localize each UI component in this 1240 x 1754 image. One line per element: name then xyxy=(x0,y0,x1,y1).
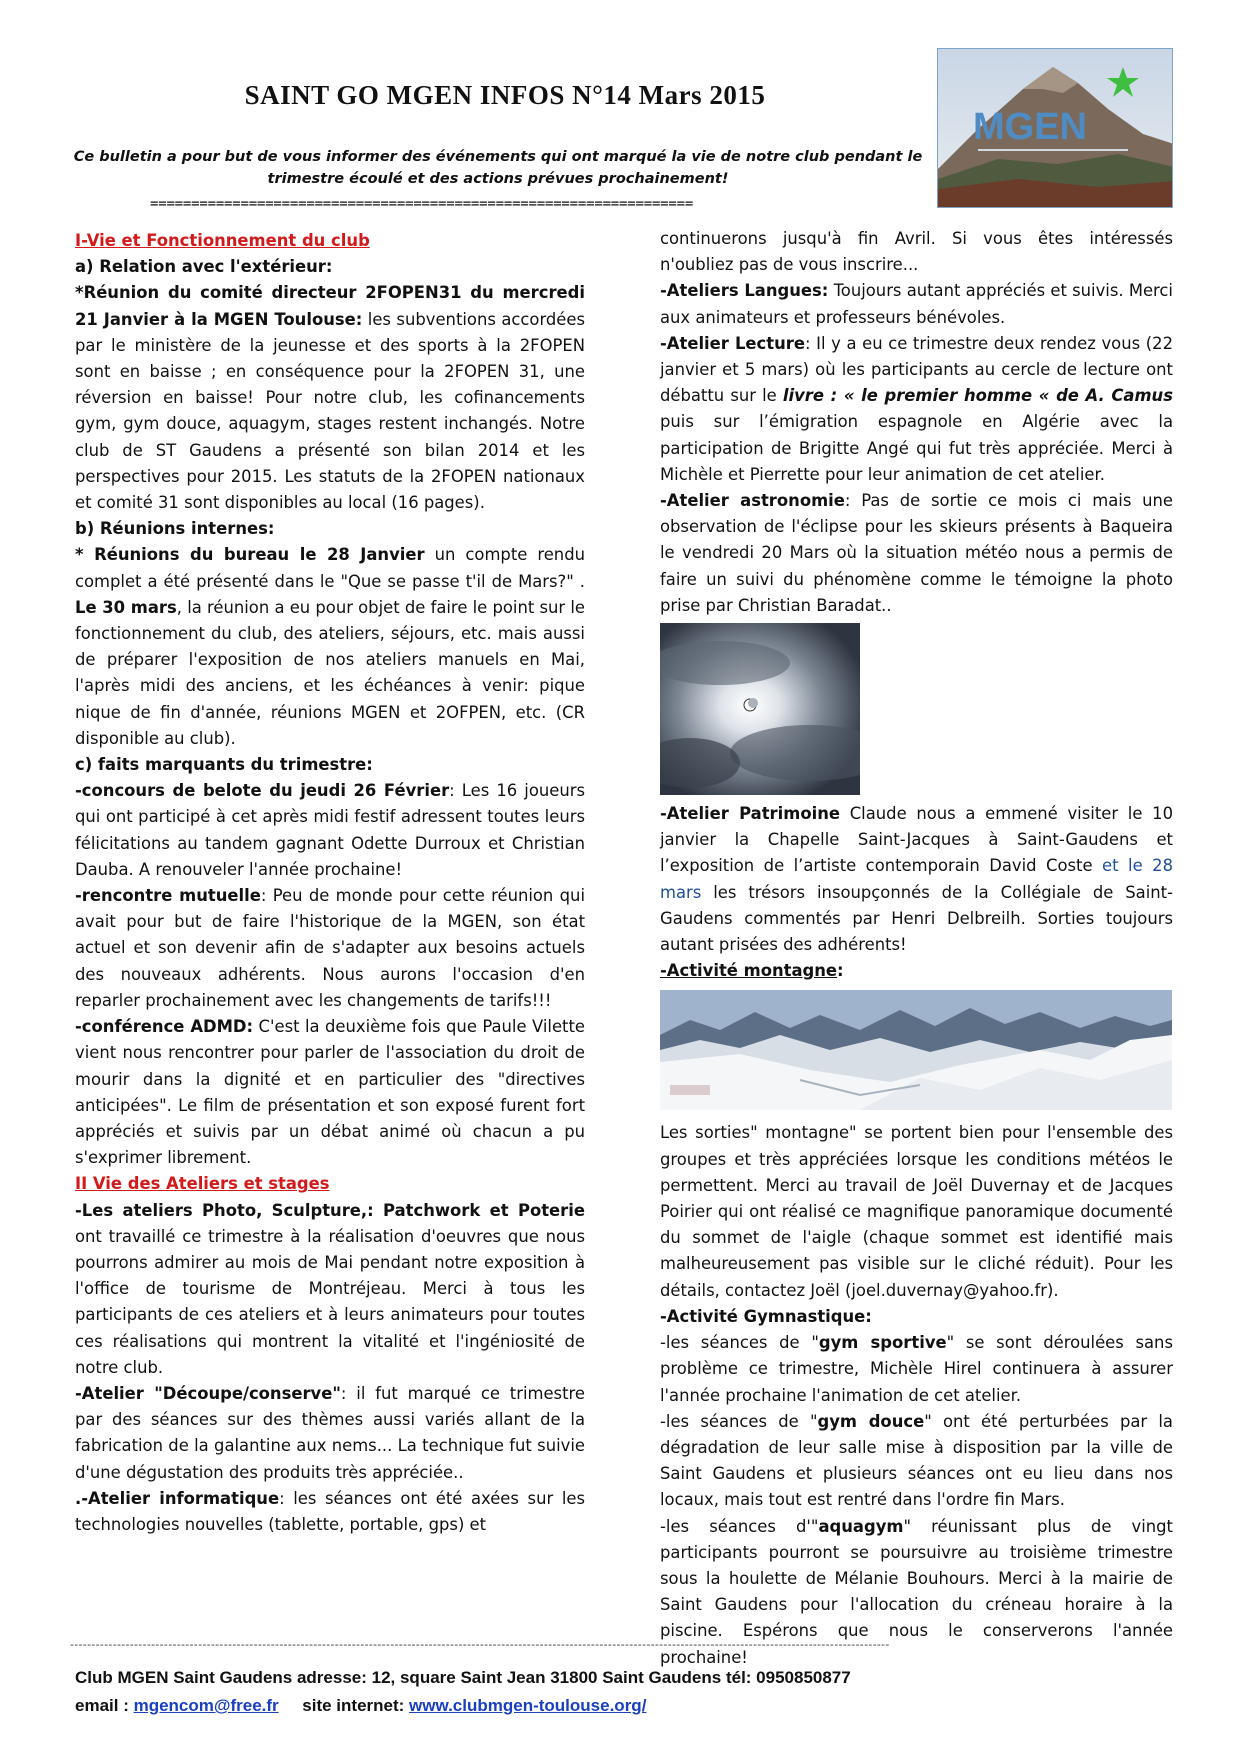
paragraph-decoupe: -Atelier "Découpe/conserve": il fut marqué ce trimestre par des séances sur des thèmes aussi variés allant de la fabrication de la galantine aux nems... La technique fut suivie d'une dégustation des produits très appréciée.. xyxy=(75,1383,585,1482)
paragraph-bureau: * Réunions du bureau le 28 Janvier un compte rendu complet a été présenté dans le "Que se passe t'il de Mars?" . Le 30 mars, la réunion a eu pour objet de faire le point sur le fonctionnement du club, des ateliers, séjours, etc. mais aussi de préparer l'exposition de nos ateliers manuels en Mai, l'après midi des anciens, et les échéances à venir: pique nique de fin d'année, réunions MGEN et 2OFPEN, etc. (CR disponible au club). xyxy=(75,545,585,748)
intro-text xyxy=(68,146,928,190)
paragraph-gym-douce: -les séances de "gym douce" ont été perturbées par la dégradation de leur salle mise à disposition par la ville de Saint Gaudens et plusieurs séances ont eu lieu dans nos locaux, mais tout est rentré dans l'ordre fin Mars. xyxy=(660,1411,1173,1510)
paragraph-montagne: Les sorties" montagne" se portent bien pour l'ensemble des groupes et très appréciées lorsque les conditions météos le permettent. Merci au travail de Joël Duvernay et de Jacques Poirier qui ont réalisé ce magnifique panoramique documenté du sommet de l'aigle (chaque sommet est identifié mais malheureusement pas visible sur le cliché réduit). Pour les détails, contactez Joël (joel.duvernay@yahoo.fr). xyxy=(660,1123,1173,1300)
footer-separator: ------------------------------------------------------------------------------------------------------------------------------------------------------------------------------------------------ xyxy=(70,1638,890,1651)
paragraph-ateliers-photo: -Les ateliers Photo, Sculpture,: Patchwork et Poterie ont travaillé ce trimestre à la réalisation d'oeuvres que nous pourrons admirer au mois de Mai pendant notre exposition à l'office de tourisme de Montréjeau. Merci à tous les participants de ces ateliers et à leurs animateurs pour toutes ces réalisations qui montrent la vitalité et l'ingéniosité de notre club. xyxy=(75,1200,585,1377)
footer-address: Club MGEN Saint Gaudens adresse: 12, square Saint Jean 31800 Saint Gaudens tél: 0950850877 xyxy=(75,1668,851,1687)
heading-montagne: -Activité montagne: xyxy=(660,961,844,981)
paragraph-lecture: -Atelier Lecture: Il y a eu ce trimestre deux rendez vous (22 janvier et 5 mars) où les participants au cercle de lecture ont débattu sur le livre : « le premier homme « de A. Camus puis sur l’émigration espagnole en Algérie avec la participation de Brigitte Angé qui fut très appréciée. Merci à Michèle et Pierrette pour leur animation de cet atelier. xyxy=(660,333,1174,484)
footer-contact-line xyxy=(75,1692,851,1720)
intro-line-2: trimestre écoulé et des actions prévues prochainement! xyxy=(267,171,729,187)
mountain-panorama-photo xyxy=(660,990,1172,1110)
paragraph-belote: -concours de belote du jeudi 26 Février: Les 16 joueurs qui ont participé à cet après midi festif adressent toutes leurs félicitations au tandem gagnant Odette Durroux et Christian Dauba. A renouveler l'année prochaine! xyxy=(75,781,585,879)
paragraph-comite: *Réunion du comité directeur 2FOPEN31 du mercredi 21 Janvier à la MGEN Toulouse: les subventions accordées par le ministère de la jeunesse et des sports à la 2FOPEN sont en baisse ; en conséquence pour la 2FOPEN 31, une réversion en baisse! Pour notre club, les cofinancements gym, gym douce, aquagym, stages restent inchangés. Notre club de ST Gaudens a présenté son bilan 2014 et les perspectives pour 2015. Les statuts de la 2FOPEN nationaux et comité 31 sont disponibles au local (16 pages). xyxy=(75,283,586,513)
paragraph-aquagym: -les séances d'"aquagym" réunissant plus de vingt participants pourront se poursuivre au troisième trimestre sous la houlette de Mélanie Bouhours. Merci à la mairie de Saint Gaudens pour l'allocation du créneau horaire à la piscine. Espérons que nous le conserverons l'année prochaine! xyxy=(660,1516,1173,1667)
newsletter-title: SAINT GO MGEN INFOS N°14 Mars 2015 xyxy=(244,80,766,110)
paragraph-patrimoine: -Atelier Patrimoine Claude nous a emmené visiter le 10 janvier la Chapelle Saint-Jacques à Saint-Gaudens et l’exposition de l’artiste contemporain David Coste et le 28 mars les trésors insoupçonnés de la Collégiale de Saint-Gaudens commentés par Henri Delbreilh. Sorties toujours autant prisées des adhérents! xyxy=(660,804,1173,955)
subsection-b-heading: b) Réunions internes: xyxy=(75,519,275,539)
section-1-heading: I-Vie et Fonctionnement du club xyxy=(75,231,370,250)
heading-gymnastique: -Activité Gymnastique: xyxy=(660,1306,872,1326)
eclipse-photo xyxy=(660,623,860,795)
paragraph-informatique-cont: continuerons jusqu'à fin Avril. Si vous êtes intéressés n'oubliez pas de vous inscrire... xyxy=(660,229,1173,275)
separator-line: ================================================================== xyxy=(150,196,694,212)
paragraph-astronomie: -Atelier astronomie: Pas de sortie ce mois ci mais une observation de l'éclipse pour les skieurs présents à Baqueira le vendredi 20 Mars où la situation météo nous a permis de faire un suivi du phénomène comme le témoigne la photo prise par Christian Baradat.. xyxy=(660,491,1173,615)
paragraph-mutuelle: -rencontre mutuelle: Peu de monde pour cette réunion qui avait pour but de faire l'historique de la MGEN, son état actuel et son devenir afin de s'adapter aux besoins actuels des nouveaux adhérents. Nous aurons l'occasion d'en reparler prochainement avec les changements de tarifs!!! xyxy=(75,886,585,1010)
section-2-heading: II Vie des Ateliers et stages xyxy=(75,1174,330,1194)
intro-line-1: Ce bulletin a pour but de vous informer des événements qui ont marqué la vie de notre club pendant le xyxy=(73,149,923,165)
left-column xyxy=(75,228,585,1538)
right-column xyxy=(660,226,1173,1671)
logo-text: MGEN xyxy=(973,106,1087,148)
email-label: email : xyxy=(75,1696,134,1715)
website-link[interactable]: www.clubmgen-toulouse.org/ xyxy=(409,1696,647,1715)
subsection-c-heading: c) faits marquants du trimestre: xyxy=(75,755,373,775)
site-label: site internet: xyxy=(283,1696,405,1715)
paragraph-langues: -Ateliers Langues: Toujours autant appréciés et suivis. Merci aux animateurs et professeurs bénévoles. xyxy=(660,281,1173,327)
footer xyxy=(75,1664,851,1720)
subsection-a-heading: a) Relation avec l'extérieur: xyxy=(75,257,333,277)
mgen-logo-image xyxy=(937,48,1173,208)
email-link[interactable]: mgencom@free.fr xyxy=(133,1696,279,1715)
paragraph-admd: -conférence ADMD: C'est la deuxième fois que Paule Vilette vient nous rencontrer pour parler de l'association du droit de mourir dans la dignité et en particulier des "directives anticipées". Le film de présentation et son exposé furent fort appréciés et suivis par un débat animé où chacun a pu s'exprimer librement. xyxy=(75,1017,585,1168)
paragraph-informatique: .-Atelier informatique: les séances ont été axées sur les technologies nouvelles (tablette, portable, gps) et xyxy=(75,1488,586,1534)
paragraph-gym-sportive: -les séances de "gym sportive" se sont déroulées sans problème ce trimestre, Michèle Hirel continuera à assurer l'année prochaine l'animation de cet atelier. xyxy=(660,1333,1173,1405)
